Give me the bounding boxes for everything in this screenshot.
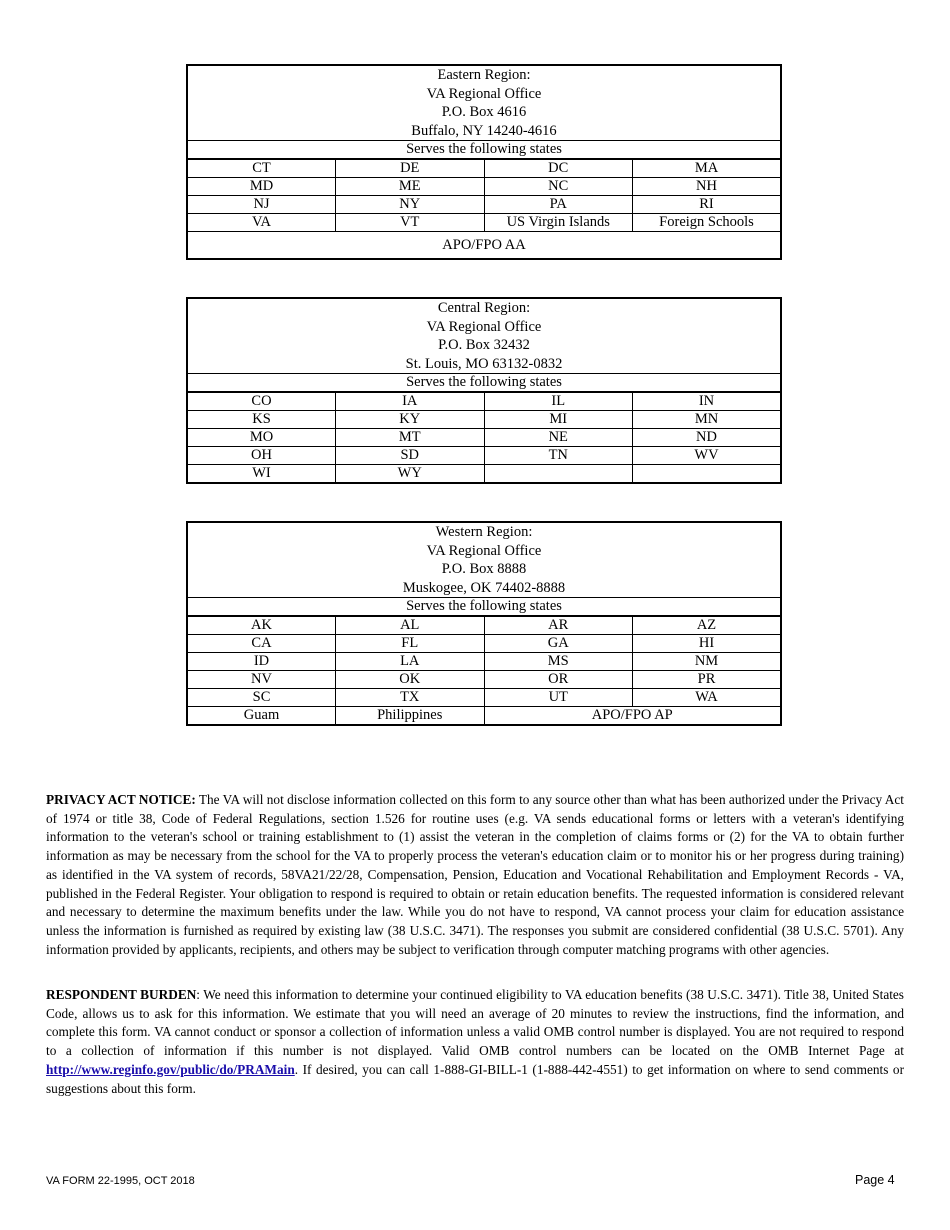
state-cell: IA [336,392,485,411]
state-cell: AK [187,616,336,635]
office-name: VA Regional Office [426,542,542,559]
state-cell: IN [633,392,782,411]
state-cell: MA [633,159,782,178]
po-box: P.O. Box 32432 [438,337,530,353]
state-cell: KY [336,411,485,429]
state-cell: DE [336,159,485,178]
state-cell: MO [187,429,336,447]
state-cell: UT [484,689,633,707]
state-cell: NM [633,653,782,671]
table-row [187,178,781,196]
office-name: VA Regional Office [426,318,542,335]
state-cell: GA [484,635,633,653]
state-cell: AL [336,616,485,635]
state-cell: NH [633,178,782,196]
table-row [187,653,781,671]
table-row [187,707,781,726]
serves-label: Serves the following states [187,598,781,617]
state-cell: SD [336,447,485,465]
state-cell: AZ [633,616,782,635]
table-row [187,429,781,447]
table-row [187,447,781,465]
table-row [187,196,781,214]
state-cell: VA [187,214,336,232]
privacy-heading: PRIVACY ACT NOTICE: [46,792,196,807]
state-cell: OK [336,671,485,689]
state-cell: TX [336,689,485,707]
state-cell [633,465,782,484]
state-cell: OH [187,447,336,465]
table-row [187,411,781,429]
state-cell: NV [187,671,336,689]
burden-body-after: . If desired, you can call 1-888-GI-BILL-1 (1-888-442-4551) to get information on where to send comments or suggestions about this form. [46,1061,904,1096]
burden-heading: RESPONDENT BURDEN [46,987,197,1002]
state-cell: WA [633,689,782,707]
state-cell: MS [484,653,633,671]
table-row [187,214,781,232]
region-address [187,522,781,598]
po-box: P.O. Box 4616 [441,104,527,120]
privacy-act-notice [46,791,904,959]
state-cell: KS [187,411,336,429]
table-row [187,159,781,178]
region-address [187,298,781,374]
state-cell: IL [484,392,633,411]
state-cell: ID [187,653,336,671]
po-box: P.O. Box 8888 [441,561,527,577]
state-cell: OR [484,671,633,689]
state-cell: ME [336,178,485,196]
state-cell: CT [187,159,336,178]
state-cell: VT [336,214,485,232]
state-cell: CA [187,635,336,653]
table-row [187,635,781,653]
state-cell: NJ [187,196,336,214]
state-cell: HI [633,635,782,653]
serves-label: Serves the following states [187,141,781,160]
state-cell: WI [187,465,336,484]
burden-body-before: : We need this information to determine your continued eligibility to VA education benefits (38 U.S.C. 3471). Title 38, United States Code, allows us to ask for this information. We estimate that you will need an average of 20 minutes to review the instructions, find the information, and complete this form. VA cannot conduct or sponsor a collection of information unless a valid OMB control number is displayed. You are not required to respond to a collection of information if this number is not displayed. Valid OMB control numbers can be located on the OMB Internet Page at [46,987,904,1059]
city-zip: Buffalo, NY 14240-4616 [411,122,557,139]
apo-fpo-cell: APO/FPO AA [187,232,781,260]
state-cell: NC [484,178,633,196]
form-identifier: VA FORM 22-1995, OCT 2018 [46,1175,195,1187]
city-zip: Muskogee, OK 74402-8888 [402,579,566,596]
apo-fpo-cell: APO/FPO AP [484,707,781,726]
state-cell: US Virgin Islands [484,214,633,232]
state-cell: MN [633,411,782,429]
state-cell: WV [633,447,782,465]
state-cell: CO [187,392,336,411]
state-cell: LA [336,653,485,671]
region-title: Central Region: [437,300,531,316]
central-region-table [186,297,782,484]
state-cell: NE [484,429,633,447]
state-cell: SC [187,689,336,707]
state-cell: RI [633,196,782,214]
state-cell: MI [484,411,633,429]
respondent-burden [46,986,904,1098]
city-zip: St. Louis, MO 63132-0832 [405,355,563,372]
serves-label: Serves the following states [187,374,781,393]
state-cell: Guam [187,707,336,726]
eastern-region-table [186,64,782,260]
state-cell: WY [336,465,485,484]
state-cell [484,465,633,484]
region-title: Eastern Region: [437,67,531,83]
state-cell: Foreign Schools [633,214,782,232]
table-row [187,689,781,707]
western-region-table [186,521,782,726]
state-cell: Philippines [336,707,485,726]
pra-main-link[interactable]: http://www.reginfo.gov/public/do/PRAMain [46,1061,295,1077]
state-cell: ND [633,429,782,447]
state-cell: DC [484,159,633,178]
state-cell: MT [336,429,485,447]
table-row [187,671,781,689]
state-cell: TN [484,447,633,465]
state-cell: FL [336,635,485,653]
state-cell: AR [484,616,633,635]
office-name: VA Regional Office [426,85,542,102]
table-row [187,465,781,484]
table-row [187,392,781,411]
state-cell: PA [484,196,633,214]
table-row [187,616,781,635]
state-cell: PR [633,671,782,689]
region-address [187,65,781,141]
region-title: Western Region: [435,524,533,540]
state-cell: MD [187,178,336,196]
privacy-body: The VA will not disclose information collected on this form to any source other than what has been authorized under the Privacy Act of 1974 or title 38, Code of Federal Regulations, section 1.526 for routine uses (e.g. VA sends educational forms or letters with a veteran's identifying information to the veteran's school or training establishment to (1) assist the veteran in the completion of claims forms or (2) for the VA to obtain further information as may be necessary from the school for the VA to properly process the veteran's education claim or to monitor his or her progress during training) as identified in the VA system of records, 58VA21/22/28, Compensation, Pension, Education and Vocational Rehabilitation and Employment Records - VA, published in the Federal Register. Your obligation to respond is required to obtain or retain education benefits. The requested information is considered relevant and necessary to determine the maximum benefits under the law. While you do not have to respond, VA cannot process your claim for education assistance unless the information is furnished as required by existing law (38 U.S.C. 3471). The responses you submit are considered confidential (38 U.S.C. 5701). Any information provided by applicants, recipients, and others may be subject to verification through computer matching programs with other agencies. [46,792,905,957]
page-number: Page 4 [855,1173,895,1187]
state-cell: NY [336,196,485,214]
